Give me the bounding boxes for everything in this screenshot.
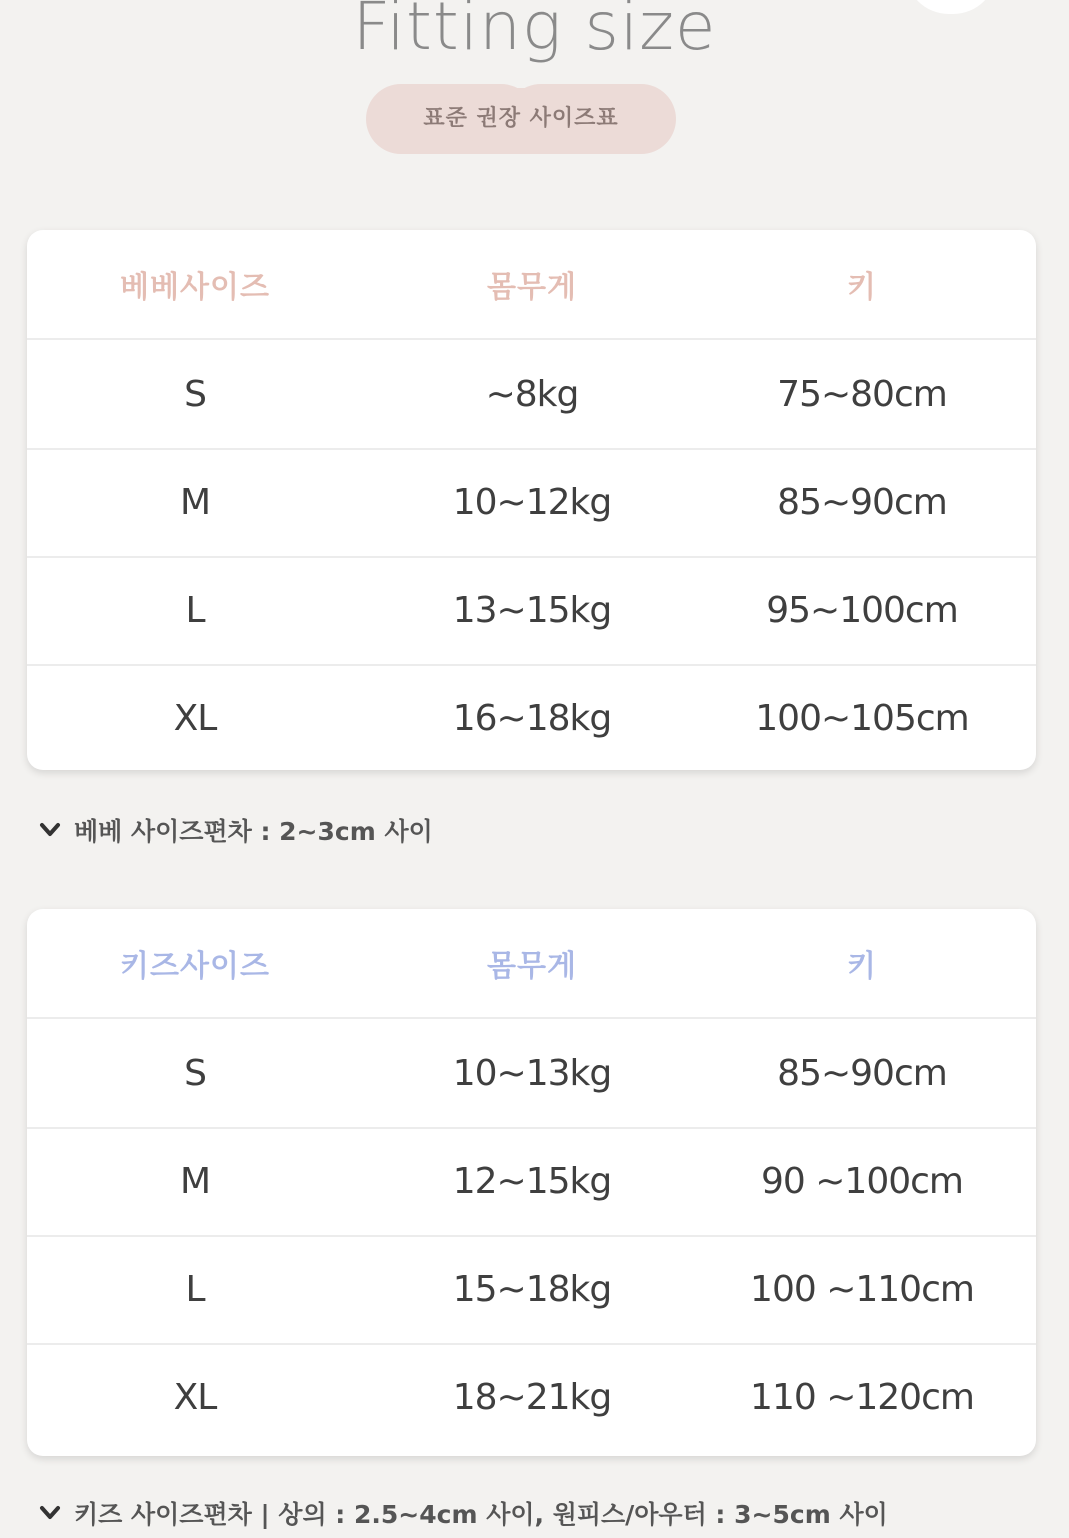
size-cell: L bbox=[185, 589, 205, 631]
table-row bbox=[27, 448, 1036, 558]
chevron-down-icon bbox=[38, 818, 62, 842]
baby-size-table bbox=[27, 230, 1036, 770]
weight-cell: 12~15kg bbox=[452, 1160, 612, 1202]
weight-cell: ~8kg bbox=[485, 373, 579, 415]
size-cell: XL bbox=[173, 1376, 217, 1418]
table-row bbox=[27, 1019, 1036, 1129]
height-cell: 85~90cm bbox=[777, 1052, 947, 1094]
weight-cell: 10~12kg bbox=[452, 481, 612, 523]
header-weight: 몸무게 bbox=[487, 270, 577, 305]
size-cell: S bbox=[184, 1052, 206, 1094]
size-chart-badge bbox=[366, 84, 676, 154]
size-cell: S bbox=[184, 373, 206, 415]
weight-cell: 13~15kg bbox=[452, 589, 612, 631]
height-cell: 75~80cm bbox=[777, 373, 947, 415]
baby-size-note bbox=[38, 812, 433, 848]
table-header-row bbox=[27, 230, 1036, 340]
table-row bbox=[27, 1235, 1036, 1345]
badge-label: 표준 권장 사이즈표 bbox=[423, 106, 619, 131]
page-title: Fitting size bbox=[352, 0, 717, 65]
height-cell: 100~105cm bbox=[755, 697, 969, 739]
chevron-down-icon bbox=[38, 1501, 62, 1525]
header-height: 키 bbox=[847, 949, 877, 984]
table-row bbox=[27, 664, 1036, 770]
header-height: 키 bbox=[847, 270, 877, 305]
kids-size-table bbox=[27, 909, 1036, 1456]
header-weight: 몸무게 bbox=[487, 949, 577, 984]
kids-size-note-text: 키즈 사이즈편차 | 상의 : 2.5~4cm 사이, 원피스/아우터 : 3~5cm 사이 bbox=[74, 1500, 888, 1529]
size-cell: M bbox=[179, 1160, 211, 1202]
weight-cell: 16~18kg bbox=[452, 697, 612, 739]
weight-cell: 10~13kg bbox=[452, 1052, 612, 1094]
baby-size-note-text: 베베 사이즈편차 : 2~3cm 사이 bbox=[74, 817, 433, 846]
header-size: 키즈사이즈 bbox=[120, 949, 270, 984]
height-cell: 90 ~100cm bbox=[761, 1160, 963, 1202]
kids-size-note bbox=[38, 1495, 888, 1531]
height-cell: 110 ~120cm bbox=[750, 1376, 974, 1418]
height-cell: 85~90cm bbox=[777, 481, 947, 523]
weight-cell: 15~18kg bbox=[452, 1268, 612, 1310]
size-cell: XL bbox=[173, 697, 217, 739]
table-row bbox=[27, 1127, 1036, 1237]
height-cell: 95~100cm bbox=[766, 589, 958, 631]
weight-cell: 18~21kg bbox=[452, 1376, 612, 1418]
size-cell: M bbox=[179, 481, 211, 523]
header-size: 베베사이즈 bbox=[120, 270, 270, 305]
table-row bbox=[27, 340, 1036, 450]
table-header-row bbox=[27, 909, 1036, 1019]
table-row bbox=[27, 1343, 1036, 1451]
size-cell: L bbox=[185, 1268, 205, 1310]
table-row bbox=[27, 556, 1036, 666]
height-cell: 100 ~110cm bbox=[750, 1268, 974, 1310]
